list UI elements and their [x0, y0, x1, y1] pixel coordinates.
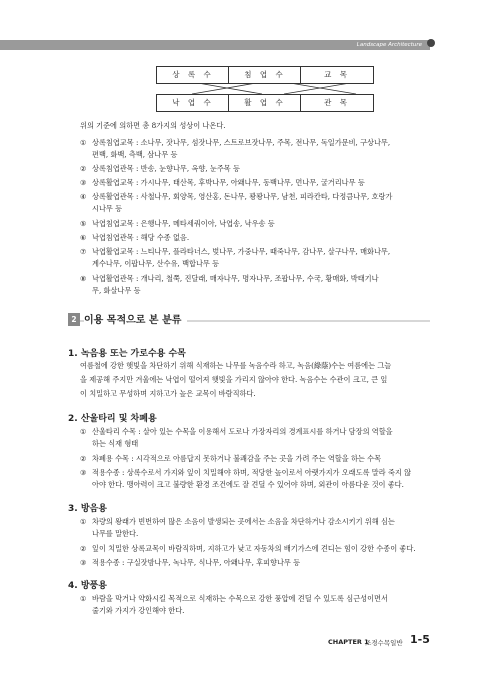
list-item: ③ 상록활엽교목 : 가시나무, 태산목, 후박나무, 아왜나무, 동백나무, 먼나무, 굴거리나무 등: [80, 178, 365, 187]
footer-chapter: CHAPTER 1: [328, 638, 369, 646]
box-shrub: 관 목: [300, 94, 374, 112]
classification-diagram: [0, 0, 500, 120]
list-item-cont: 무, 화살나무 등: [92, 286, 141, 295]
box-deciduous: 낙 엽 수: [156, 94, 230, 112]
heading-shade-trees: 1. 녹음용 또는 가로수용 수목: [68, 349, 186, 359]
header-label: Landscape Architecture: [356, 42, 422, 48]
list-item-cont: 나무를 말한다.: [92, 529, 139, 538]
list-item: ② 상록침엽관목 : 반송, 눈향나무, 옥향, 눈주목 등: [80, 164, 240, 173]
section-number: 2: [68, 313, 80, 326]
heading-hedge: 2. 산울타리 및 차폐용: [68, 414, 157, 424]
list-item: ⑧ 낙엽활엽관목 : 개나리, 철쭉, 진달래, 매자나무, 명자나무, 조팝나무, 수국, 황매화, 박태기나: [80, 274, 379, 283]
list-item: ③ 적용수종 : 상록수로서 가지와 잎이 치밀해야 하며, 적당한 높이로서 아랫가지가 오래도록 말라 죽지 않: [80, 468, 412, 477]
heading-soundproof: 3. 방음용: [68, 504, 107, 514]
list-item: ⑥ 낙엽침엽관목 : 해당 수종 없음.: [80, 233, 190, 242]
list-item-cont: 줄기와 가지가 강인해야 한다.: [92, 606, 185, 615]
list-item: ⑦ 낙엽활엽교목 : 느티나무, 플라타너스, 벚나무, 가중나무, 때죽나무, 감나무, 살구나무, 매화나무,: [80, 247, 391, 256]
page-number: 1-5: [410, 633, 430, 646]
list-item: ② 차폐용 수목 : 시각적으로 아름답지 못하거나 불쾌감을 주는 곳을 가려 주는 역할을 하는 수목: [80, 454, 382, 463]
box-tree: 교 목: [300, 66, 374, 84]
box-evergreen: 상 록 수: [156, 66, 230, 84]
footer-title: 조경수목일반: [365, 639, 403, 647]
list-item: ② 잎이 치밀한 상록교목이 바람직하며, 지하고가 낮고 자동차의 배기가스에 견디는 힘이 강한 수종이 좋다.: [80, 544, 416, 553]
list-item-cont: 아야 한다. 맹아력이 크고 불량한 환경 조건에도 잘 견딜 수 있어야 하며, 외관이 아름다운 것이 좋다.: [92, 480, 404, 489]
list-item-cont: 편백, 화백, 측백, 삼나무 등: [92, 150, 178, 159]
list-item: ① 차량의 왕래가 빈번하여 많은 소음이 발생되는 곳에서는 소음을 차단하거나 감소시키기 위해 심는: [80, 517, 395, 526]
list-item: ① 상록침엽교목 : 소나무, 잣나무, 섬잣나무, 스트로브잣나무, 주목, 전나무, 독일가문비, 구상나무,: [80, 138, 391, 147]
list-item: ⑤ 낙엽침엽교목 : 은행나무, 메타세쿼이아, 낙엽송, 낙우송 등: [80, 219, 275, 228]
list-item-cont: 시나무 등: [92, 204, 123, 213]
intro-text: 위의 기준에 의하면 총 8가지의 성상이 나온다.: [80, 121, 226, 130]
list-item: ① 산울타리 수목 : 살아 있는 수목을 이용해서 도로나 가장자리의 경계표시를 하거나 담장의 역할을: [80, 427, 393, 436]
paragraph-line: 이 치밀하고 무성하며 지하고가 높은 교목이 바람직하다.: [80, 389, 256, 398]
list-item: ③ 적용수종 : 구실잣밤나무, 녹나무, 식나무, 아왜나무, 후피향나무 등: [80, 558, 301, 567]
box-conifer: 침 엽 수: [228, 66, 302, 84]
list-item-cont: 계수나무, 이팝나무, 산수유, 백합나무 등: [92, 259, 220, 268]
list-item: ① 바람을 막거나 약화시킬 목적으로 식재하는 수목으로 강한 풍압에 견딜 수 있도록 심근성이면서: [80, 594, 388, 603]
heading-windbreak: 4. 방풍용: [68, 581, 107, 591]
section-title: 이용 목적으로 본 분류: [84, 311, 187, 326]
paragraph-line: 여름철에 강한 햇빛을 차단하기 위해 식재하는 나무를 녹음수라 하고, 녹음(綠蔭)수는 여름에는 그늘: [80, 361, 392, 370]
list-item: ④ 상록활엽관목 : 사철나무, 회양목, 영산홍, 돈나무, 꽝꽝나무, 남천, 피라칸타, 다정큼나무, 호랑가: [80, 192, 393, 201]
box-broadleaf: 활 엽 수: [228, 94, 302, 112]
paragraph-line: 을 제공해 주지만 겨울에는 낙엽이 떨어져 햇빛을 가리지 않아야 한다. 녹음수는 수관이 크고, 큰 잎: [80, 375, 388, 384]
list-item-cont: 하는 식재 형태: [92, 439, 139, 448]
